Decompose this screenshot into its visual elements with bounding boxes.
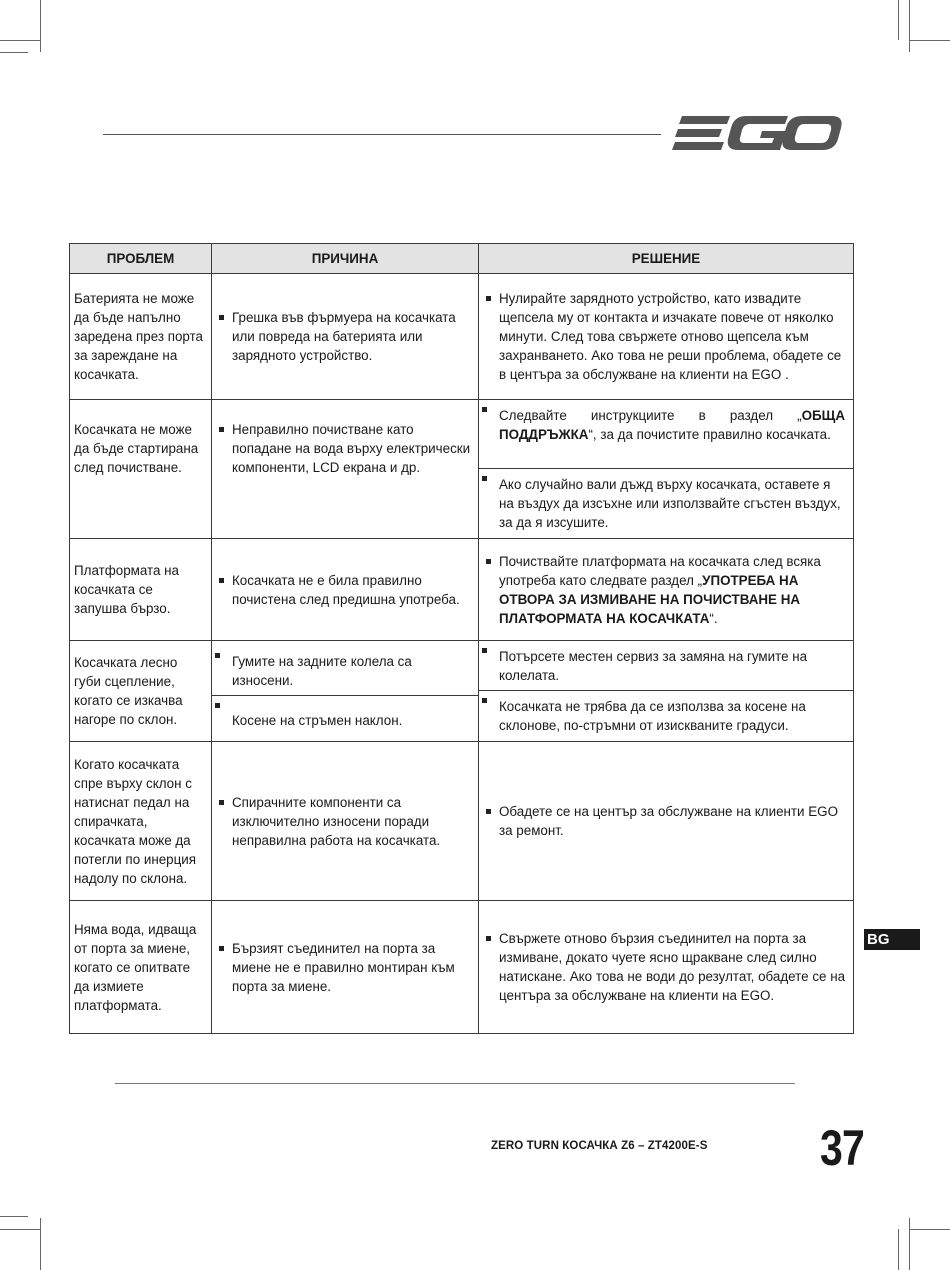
crop-mark — [898, 0, 899, 40]
crop-mark — [0, 1216, 28, 1217]
cause-cell — [212, 539, 479, 641]
cause-cell — [212, 400, 479, 539]
cause-item: Косене на стръмен наклон. — [212, 695, 478, 736]
cause-item: Неправилно почистване като попадане на вода върху електрически компоненти, LCD екрана и др. — [216, 420, 472, 477]
header-rule — [103, 134, 661, 135]
solution-text: “. — [709, 610, 718, 626]
cause-item: Гумите на задните колела са износени. — [212, 646, 478, 695]
cause-cell — [212, 274, 479, 400]
solution-text: Следвайте инструкциите в раздел „ — [499, 408, 802, 423]
solution-cell — [479, 742, 854, 901]
solution-item: Нулирайте зарядното устройство, като извадите щепсела му от контакта и изчакате повече от няколко минути. След това свържете отново щепсела към захранването. Ако това не реши проблема, обадете се в центъра за обслужване на клиенти на EGO . — [483, 289, 847, 384]
cause-item: Грешка във фърмуера на косачката или повреда на батерията или зарядното устройство. — [216, 308, 472, 365]
solution-text: “, за да почистите правилно косачката. — [588, 427, 831, 442]
header-solution: РЕШЕНИЕ — [479, 244, 854, 274]
solution-item: Потърсете местен сервиз за замяна на гумите на колелата. — [479, 641, 853, 690]
language-tab: BG — [864, 929, 920, 950]
table-row — [70, 539, 854, 641]
problem-cell: Платформата на косачката се запушва бързо. — [70, 539, 212, 641]
crop-mark — [909, 0, 910, 52]
ego-logo — [672, 112, 844, 156]
solution-item: Обадете се на център за обслужване на клиенти EGO за ремонт. — [483, 802, 847, 840]
solution-cell — [479, 901, 854, 1034]
header-cause: ПРИЧИНА — [212, 244, 479, 274]
footer-model-name: ZERO TURN КОСАЧКА Z6 – ZT4200E-S — [491, 1140, 708, 1152]
crop-mark — [0, 1229, 40, 1230]
crop-mark — [910, 1229, 950, 1230]
cause-item: Бързият съединител на порта за миене не е правилно монтиран към порта за миене. — [216, 939, 472, 996]
solution-item: Свържете отново бързия съединител на порта за измиване, докато чуете ясно щракване след силно натискане. Ако това не води до резултат, обадете се на центъра за обслужване на клиенти на EGO. — [483, 929, 847, 1005]
cause-cell — [212, 901, 479, 1034]
page-number: 37 — [820, 1120, 864, 1176]
problem-cell: Косачката не може да бъде стартирана след почистване. — [70, 400, 212, 539]
cause-item: Косачката не е била правилно почистена след предишна употреба. — [216, 571, 472, 609]
problem-cell: Когато косачката спре върху склон с натиснат педал на спирачката, косачката може да потегли по инерция надолу по склона. — [70, 742, 212, 901]
problem-cell: Косачката лесно губи сцепление, когато се изкачва нагоре по склон. — [70, 641, 212, 742]
section-reference: ОБЩА ПОДДРЪЖКА — [499, 408, 845, 442]
solution-item — [483, 552, 847, 628]
cause-cell — [212, 742, 479, 901]
cause-item: Спирачните компоненти са изключително износени поради неправилна работа на косачката. — [216, 793, 472, 850]
crop-mark — [0, 52, 28, 53]
solution-item — [479, 400, 853, 468]
solution-cell — [479, 400, 854, 539]
table-row — [70, 901, 854, 1034]
problem-cell: Батерията не може да бъде напълно заредена през порта за зареждане на косачката. — [70, 274, 212, 400]
troubleshooting-table — [69, 243, 854, 1034]
crop-mark — [909, 1218, 910, 1270]
solution-cell — [479, 539, 854, 641]
crop-mark — [898, 1229, 899, 1270]
problem-cell: Няма вода, идваща от порта за миене, когато се опитвате да измиете платформата. — [70, 901, 212, 1034]
solution-cell — [479, 274, 854, 400]
crop-mark — [0, 40, 40, 41]
crop-mark — [40, 0, 41, 52]
table-header-row — [70, 244, 854, 274]
crop-mark — [910, 40, 950, 41]
solution-item: Ако случайно вали дъжд върху косачката, оставете я на въздух да изсъхне или използвайте сгъстен въздух, за да я изсушите. — [479, 468, 853, 538]
table-row — [70, 742, 854, 901]
solution-cell — [479, 641, 854, 742]
table-row — [70, 641, 854, 742]
solution-item: Косачката не трябва да се използва за косене на склонове, по-стръмни от изискваните градуси. — [479, 690, 853, 741]
section-reference: УПОТРЕБА НА ОТВОРА ЗА ИЗМИВАНЕ НА ПОЧИСТВАНЕ НА ПЛАТФОРМАТА НА КОСАЧКАТА — [499, 572, 801, 626]
cause-cell — [212, 641, 479, 742]
table-row — [70, 274, 854, 400]
crop-mark — [40, 1218, 41, 1270]
footer-rule — [115, 1083, 795, 1084]
header-problem: ПРОБЛЕМ — [70, 244, 212, 274]
solution-text: Почиствайте платформата на косачката след всяка употреба като следвате раздел „ — [499, 553, 821, 588]
table-row — [70, 400, 854, 539]
